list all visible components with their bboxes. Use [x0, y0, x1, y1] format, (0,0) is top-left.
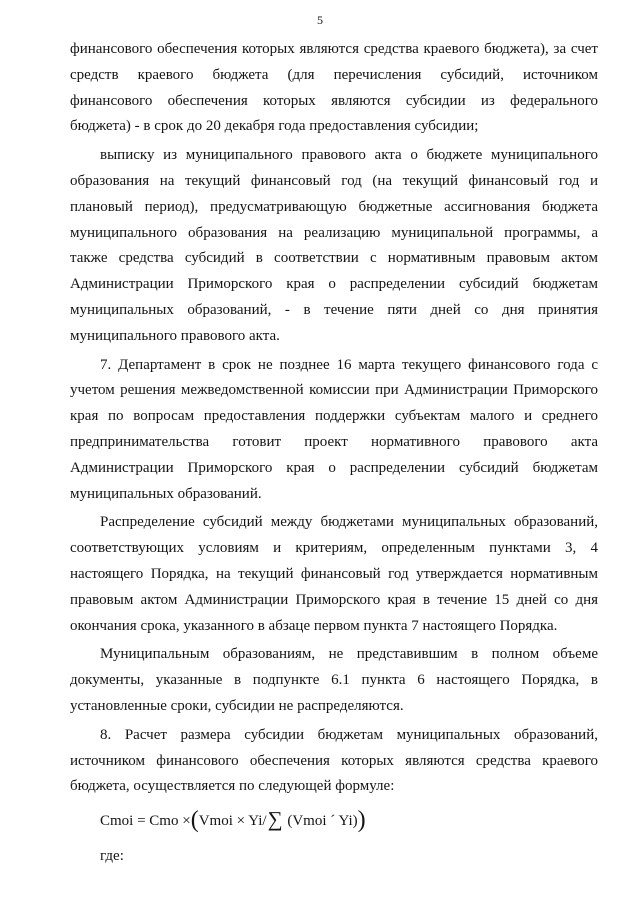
paragraph-line: выписку из муниципального правового акта о бюджете муниципального [100, 147, 598, 164]
paragraph [70, 642, 598, 719]
paragraph-line: предпринимательства готовит проект нормативного правового акта [70, 433, 598, 450]
paragraph [70, 510, 598, 639]
paragraph-line: финансового обеспечения которых являются субсидии из федерального [70, 92, 598, 109]
where-label: где: [100, 848, 124, 865]
paragraph-line: правовым актом Администрации Приморского края в течение 15 дней со дня [70, 591, 598, 608]
paragraph [70, 37, 598, 140]
paragraph-line: Администрации Приморского края о распределении субсидий бюджетам [70, 276, 598, 293]
paragraph-line: бюджета, осуществляется по следующей формуле: [70, 778, 395, 795]
page-number: 5 [317, 13, 323, 27]
paragraph-line: также средства субсидий в соответствии с нормативным правовым актом [70, 250, 598, 267]
body-text [70, 37, 598, 870]
formula-lhs: Cmoi = Cmo × [100, 813, 191, 830]
formula-numerator: Vmoi × Yi/ [198, 813, 267, 830]
paragraph-line: 7. Департамент в срок не позднее 16 марта текущего финансового года с [100, 356, 598, 373]
paragraph-line: муниципальных образований, - в течение пяти дней со дня принятия [70, 301, 598, 318]
paragraph-line: Муниципальным образованиям, не представившим в полном объеме [100, 646, 598, 663]
paragraph-line: соответствующих условиям и критериям, определенным пунктами 3, 4 [70, 540, 598, 557]
paragraph-line: муниципального образования на реализацию муниципальной программы, а [70, 224, 598, 241]
paragraph-line: установленные сроки, субсидии не распределяются. [70, 697, 404, 714]
formula-denominator: (Vmoi ´ Yi) [283, 813, 358, 830]
formula-open-paren: ( [190, 807, 199, 834]
paragraph-line: источником финансового обеспечения которых являются средства краевого [70, 752, 598, 769]
formula-sum-symbol: ∑ [267, 807, 283, 832]
paragraph-line: 8. Расчет размера субсидии бюджетам муниципальных образований, [100, 726, 598, 743]
paragraph-line: образования на текущий финансовый год (на текущий финансовый год и [70, 172, 598, 189]
paragraph-line: плановый период), предусматривающую бюджетные ассигнования бюджета [70, 198, 598, 215]
paragraph [70, 143, 598, 349]
formula-close-paren: ) [357, 807, 366, 834]
paragraph-line: окончания срока, указанного в абзаце первом пункта 7 настоящего Порядка. [70, 617, 558, 634]
paragraph-line: финансового обеспечения которых являются средства краевого бюджета), за счет [70, 41, 598, 57]
paragraph-line: муниципального правового акта. [70, 327, 280, 344]
paragraph-line: края по вопросам предоставления поддержки субъектам малого и среднего [70, 408, 598, 425]
paragraph-line: средств краевого бюджета (для перечисления субсидий, источником [70, 66, 598, 83]
paragraph-line: Администрации Приморского края о распределении субсидий бюджетам [70, 459, 598, 476]
paragraph-line: муниципальных образований. [70, 485, 262, 502]
paragraph [70, 723, 598, 800]
paragraph-line: документы, указанные в подпункте 6.1 пункта 6 настоящего Порядка, в [70, 672, 598, 689]
paragraph-line: учетом решения межведомственной комиссии при Администрации Приморского [70, 382, 598, 399]
paragraph-line: настоящего Порядка, на текущий финансовый год утверждается нормативным [70, 565, 598, 582]
paragraph [70, 353, 598, 508]
paragraph-line: бюджета) - в срок до 20 декабря года предоставления субсидии; [70, 118, 479, 135]
formula [70, 804, 598, 834]
paragraph-line: Распределение субсидий между бюджетами муниципальных образований, [100, 514, 598, 531]
